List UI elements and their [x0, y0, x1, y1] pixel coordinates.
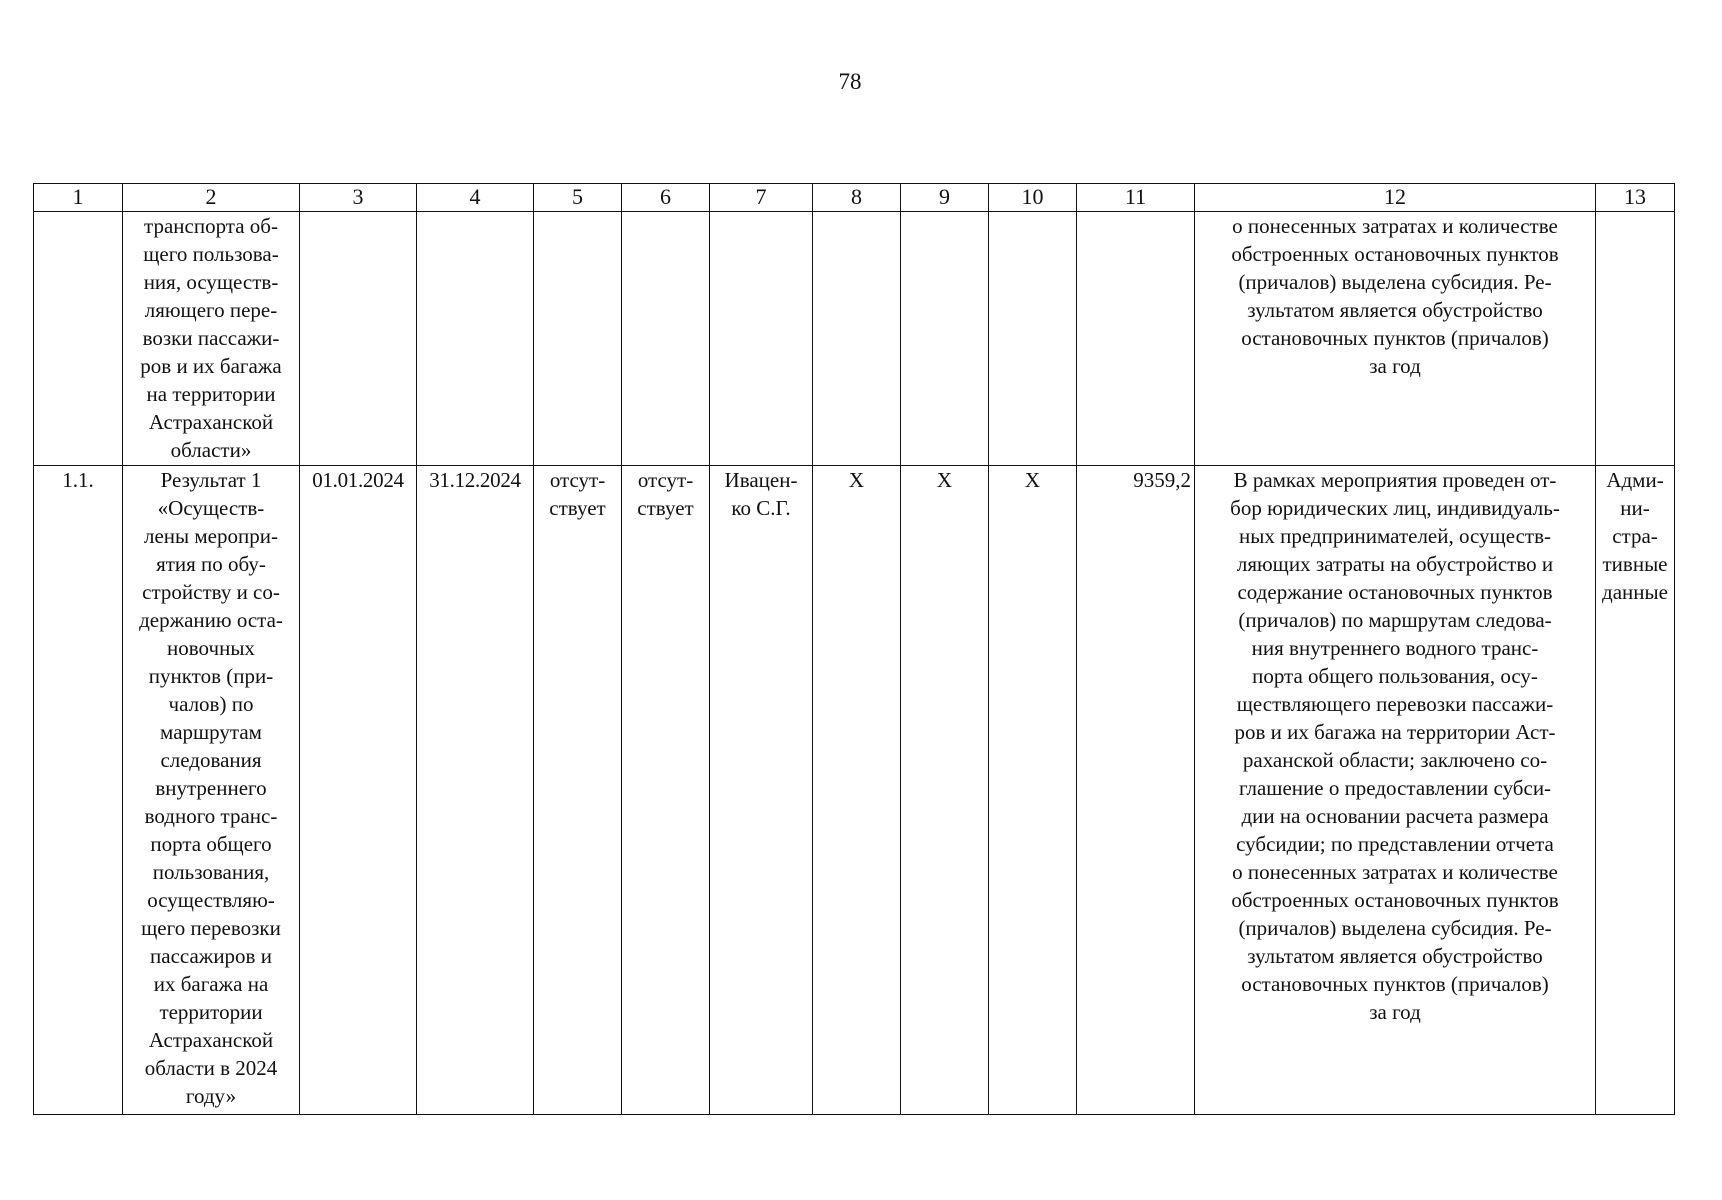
- text-line: ствует: [637, 496, 694, 520]
- text-line: пассажиров и: [150, 944, 272, 968]
- text-line: ния, осуществ-: [143, 270, 279, 294]
- text-line: ятия по обу-: [156, 552, 266, 576]
- status-cell: [534, 466, 622, 1115]
- text-line: отсут-: [637, 468, 694, 492]
- text-line: содержание остановочных пунктов: [1237, 580, 1553, 604]
- text-line: остановочных пунктов (причалов): [1241, 972, 1549, 996]
- text-line: новочных: [167, 636, 255, 660]
- text-line: ров и их багажа: [140, 354, 282, 378]
- text-line: внутреннего: [155, 776, 267, 800]
- text-line: о понесенных затратах и количестве: [1232, 860, 1558, 884]
- text-line: Результат 1: [160, 468, 262, 492]
- text-line: глашение о предоставлении субси-: [1238, 776, 1552, 800]
- page-number: 78: [838, 69, 862, 94]
- mark-cell: X: [989, 466, 1077, 1115]
- header-cell: 8: [813, 184, 901, 212]
- header-cell: 10: [989, 184, 1077, 212]
- text-line: ко С.Г.: [731, 496, 791, 520]
- empty-cell: [813, 212, 901, 466]
- text-line: ляющих затраты на обустройство и: [1236, 552, 1554, 576]
- text-line: отсут-: [549, 468, 606, 492]
- text-line: области»: [170, 438, 252, 462]
- text-line: порта общего: [150, 832, 272, 856]
- event-name-cell: [123, 466, 300, 1115]
- empty-cell: [1077, 212, 1195, 466]
- text-line: дии на основании расчета размера: [1241, 804, 1549, 828]
- text-line: ров и их багажа на территории Аст-: [1234, 720, 1556, 744]
- description-cell: [1195, 212, 1596, 466]
- text-line: раханской области; заключено со-: [1242, 748, 1548, 772]
- event-name-cell: [123, 212, 300, 466]
- text-line: ществляющего перевозки пассажи-: [1236, 692, 1554, 716]
- text-line: территории: [159, 1000, 263, 1024]
- header-cell: 6: [622, 184, 710, 212]
- text-line: за год: [1369, 1000, 1421, 1024]
- text-line: (причалов) выделена субсидия. Ре-: [1238, 270, 1552, 294]
- text-line: пользования,: [152, 860, 270, 884]
- header-cell: 7: [710, 184, 813, 212]
- responsible-person-cell: [710, 466, 813, 1115]
- text-line: возки пассажи-: [142, 326, 280, 350]
- text-line: Ивацен-: [724, 468, 798, 492]
- text-line: транспорта об-: [144, 214, 278, 238]
- table-row-result-1: [34, 466, 1675, 1115]
- text-line: (причалов) по маршрутам следова-: [1238, 608, 1552, 632]
- text-line: за год: [1369, 354, 1421, 378]
- text-line: ных предпринимателей, осуществ-: [1239, 524, 1551, 548]
- text-line: бор юридических лиц, индивидуаль-: [1230, 496, 1560, 520]
- text-line: субсидии; по представлении отчета: [1236, 832, 1554, 856]
- text-line: тивные: [1602, 552, 1668, 576]
- header-cell: 9: [901, 184, 989, 212]
- header-cell: 5: [534, 184, 622, 212]
- header-cell: 13: [1596, 184, 1675, 212]
- text-line: стра-: [1612, 524, 1658, 548]
- text-line: «Осуществ-: [157, 496, 265, 520]
- header-cell: 3: [300, 184, 417, 212]
- empty-cell: [710, 212, 813, 466]
- text-line: ствует: [549, 496, 606, 520]
- text-line: их багажа на: [153, 972, 269, 996]
- header-cell: 2: [123, 184, 300, 212]
- text-line: Астраханской: [148, 1028, 274, 1052]
- text-line: зультатом является обустройство: [1247, 298, 1543, 322]
- report-table: [33, 183, 1675, 1115]
- text-line: году»: [185, 1084, 237, 1108]
- text-line: лены меропри-: [144, 524, 278, 548]
- text-line: держанию оста-: [139, 608, 283, 632]
- empty-cell: [300, 212, 417, 466]
- text-line: данные: [1602, 580, 1668, 604]
- text-line: В рамках мероприятия проведен от-: [1233, 468, 1557, 492]
- text-line: зультатом является обустройство: [1247, 944, 1543, 968]
- header-cell: 1: [34, 184, 123, 212]
- text-line: ния внутреннего водного транс-: [1251, 636, 1539, 660]
- text-line: ляющего пере-: [144, 298, 278, 322]
- text-line: пунктов (при-: [148, 664, 274, 688]
- start-date-cell: 01.01.2024: [300, 466, 417, 1115]
- header-cell: 4: [417, 184, 534, 212]
- text-line: обстроенных остановочных пунктов: [1231, 888, 1559, 912]
- mark-cell: X: [813, 466, 901, 1115]
- text-line: остановочных пунктов (причалов): [1241, 326, 1549, 350]
- text-line: о понесенных затратах и количестве: [1232, 214, 1558, 238]
- text-line: маршрутам: [160, 720, 262, 744]
- empty-cell: [417, 212, 534, 466]
- text-line: щего перевозки: [141, 916, 281, 940]
- data-source-cell: [1596, 466, 1675, 1115]
- description-cell: [1195, 466, 1596, 1115]
- header-cell: 12: [1195, 184, 1596, 212]
- text-line: водного транс-: [144, 804, 278, 828]
- mark-cell: X: [901, 466, 989, 1115]
- text-line: обстроенных остановочных пунктов: [1231, 242, 1559, 266]
- header-cell: 11: [1077, 184, 1195, 212]
- table-row-continued: [34, 212, 1675, 466]
- text-line: Астраханской: [148, 410, 274, 434]
- table-header-row: [34, 184, 1675, 212]
- amount-cell: 9359,2: [1077, 466, 1195, 1115]
- text-line: (причалов) выделена субсидия. Ре-: [1238, 916, 1552, 940]
- empty-cell: [534, 212, 622, 466]
- row-number-cell: [34, 212, 123, 466]
- text-line: порта общего пользования, осу-: [1252, 664, 1538, 688]
- text-line: чалов) по: [168, 692, 254, 716]
- text-line: области в 2024: [144, 1056, 278, 1080]
- text-line: осуществляю-: [147, 888, 275, 912]
- text-line: Адми-: [1606, 468, 1664, 492]
- text-line: щего пользова-: [143, 242, 279, 266]
- status-cell: [622, 466, 710, 1115]
- text-line: стройству и со-: [142, 580, 280, 604]
- text-line: на территории: [146, 382, 276, 406]
- empty-cell: [989, 212, 1077, 466]
- row-number-cell: 1.1.: [34, 466, 123, 1115]
- text-line: ни-: [1620, 496, 1650, 520]
- empty-cell: [1596, 212, 1675, 466]
- empty-cell: [901, 212, 989, 466]
- text-line: следования: [160, 748, 262, 772]
- empty-cell: [622, 212, 710, 466]
- end-date-cell: 31.12.2024: [417, 466, 534, 1115]
